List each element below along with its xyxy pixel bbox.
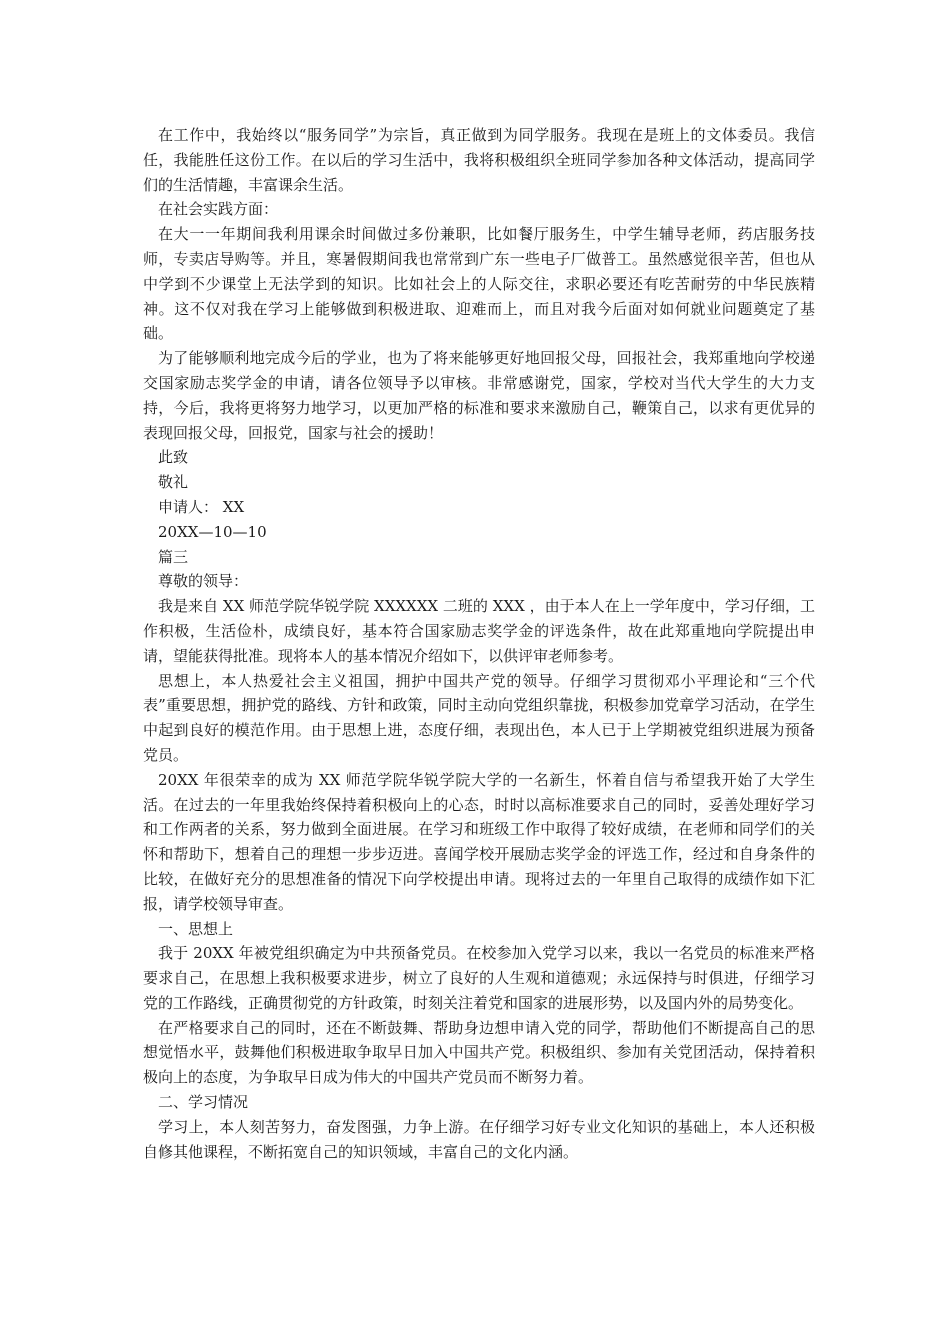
salutation: 尊敬的领导： bbox=[158, 572, 249, 591]
paragraph-study: 学习上，本人刻苦努力，奋发图强，力争上游。在仔细学习好专业文化知识的基础上，本人还积极自修其他课程，不断拓宽自己的知识领域，丰富自己的文化内涵。 bbox=[143, 1117, 815, 1161]
heading-social-practice: 在社会实践方面： bbox=[158, 200, 279, 219]
closing-cizhi: 此致 bbox=[158, 448, 189, 467]
date-line: 20XX—10—10 bbox=[158, 522, 267, 541]
paragraph-introduction: 我是来自 XX 师范学院华锐学院 XXXXXX 二班的 XXX ，由于本人在上一学年度中，学习仔细，工作积极，生活俭朴，成绩良好，基本符合国家励志奖学金的评选条件，故在此郑重地向学院提出申请，望能获得批准。现将本人的基本情况介绍如下，以供评审老师参考。 bbox=[143, 597, 815, 665]
heading-ideology: 一、思想上 bbox=[158, 919, 234, 938]
paragraph-application: 为了能够顺利地完成今后的学业，也为了将来能够更好地回报父母，回报社会，我郑重地向学校递交国家励志奖学金的申请，请各位领导予以审核。非常感谢党，国家，学校对当代大学生的大力支持，今后，我将更将努力地学习，以更加严格的标准和要求来激励自己，鞭策自己，以求有更优异的表现回报父母，回报党，国家与社会的援助！ bbox=[143, 349, 815, 442]
paragraph-service: 在工作中，我始终以“服务同学”为宗旨，真正做到为同学服务。我现在是班上的文体委员。我信任，我能胜任这份工作。在以后的学习生活中，我将积极组织全班同学参加各种文体活动，提高同学们的生活情趣，丰富课余生活。 bbox=[143, 126, 815, 194]
closing-jingli: 敬礼 bbox=[158, 473, 189, 492]
paragraph-helping-others: 在严格要求自己的同时，还在不断鼓舞、帮助身边想申请入党的同学，帮助他们不断提高自己的思想觉悟水平，鼓舞他们积极进取争取早日加入中国共产党。积极组织、参加有关党团活动，保持着积极向上的态度，为争取早日成为伟大的中国共产党员而不断努力着。 bbox=[143, 1018, 815, 1087]
paragraph-freshman-year: 20XX 年很荣幸的成为 XX 师范学院华锐学院大学的一名新生，怀着自信与希望我开始了大学生活。在过去的一年里我始终保持着积极向上的心态，时时以高标准要求自己的同时，妥善处理好学习和工作两者的关系，努力做到全面进展。在学习和班级工作中取得了较好成绩，在老师和同学们的关怀和帮助下，想着自己的理想一步步迈进。喜闻学校开展励志奖学金的评选工作，经过和自身条件的比较，在做好充分的思想准备的情况下向学校提出申请。现将过去的一年里自己取得的成绩作如下汇报，请学校领导审查。 bbox=[143, 770, 815, 913]
applicant-line: 申请人： XX bbox=[158, 497, 245, 516]
section-title-part-three: 篇三 bbox=[158, 547, 189, 566]
paragraph-part-time-jobs: 在大一一年期间我利用课余时间做过多份兼职，比如餐厅服务生，中学生辅导老师，药店服务技师，专卖店导购等。并且，寒暑假期间我也常常到广东一些电子厂做普工。虽然感觉很辛苦，但也从中学到不少课堂上无法学到的知识。比如社会上的人际交往，求职必要还有吃苦耐劳的中华民族精神。这不仅对我在学习上能够做到积极进取、迎难而上，而且对我今后面对如何就业问题奠定了基础。 bbox=[143, 225, 815, 343]
paragraph-party-member: 我于 20XX 年被党组织确定为中共预备党员。在校参加入党学习以来，我以一名党员的标准来严格要求自己，在思想上我积极要求进步，树立了良好的人生观和道德观；永远保持与时俱进，仔细学习党的工作路线，正确贯彻党的方针政策，时刻关注着党和国家的进展形势，以及国内外的局势变化。 bbox=[143, 944, 815, 1012]
paragraph-ideology: 思想上，本人热爱社会主义祖国，拥护中国共产党的领导。仔细学习贯彻邓小平理论和“三个代表”重要思想，拥护党的路线、方针和政策，同时主动向党组织靠拢，积极参加党章学习活动，在学生中起到良好的模范作用。由于思想上进，态度仔细，表现出色，本人已于上学期被党组织进展为预备党员。 bbox=[143, 671, 815, 764]
document-body bbox=[143, 123, 815, 1164]
heading-study: 二、学习情况 bbox=[158, 1093, 249, 1112]
